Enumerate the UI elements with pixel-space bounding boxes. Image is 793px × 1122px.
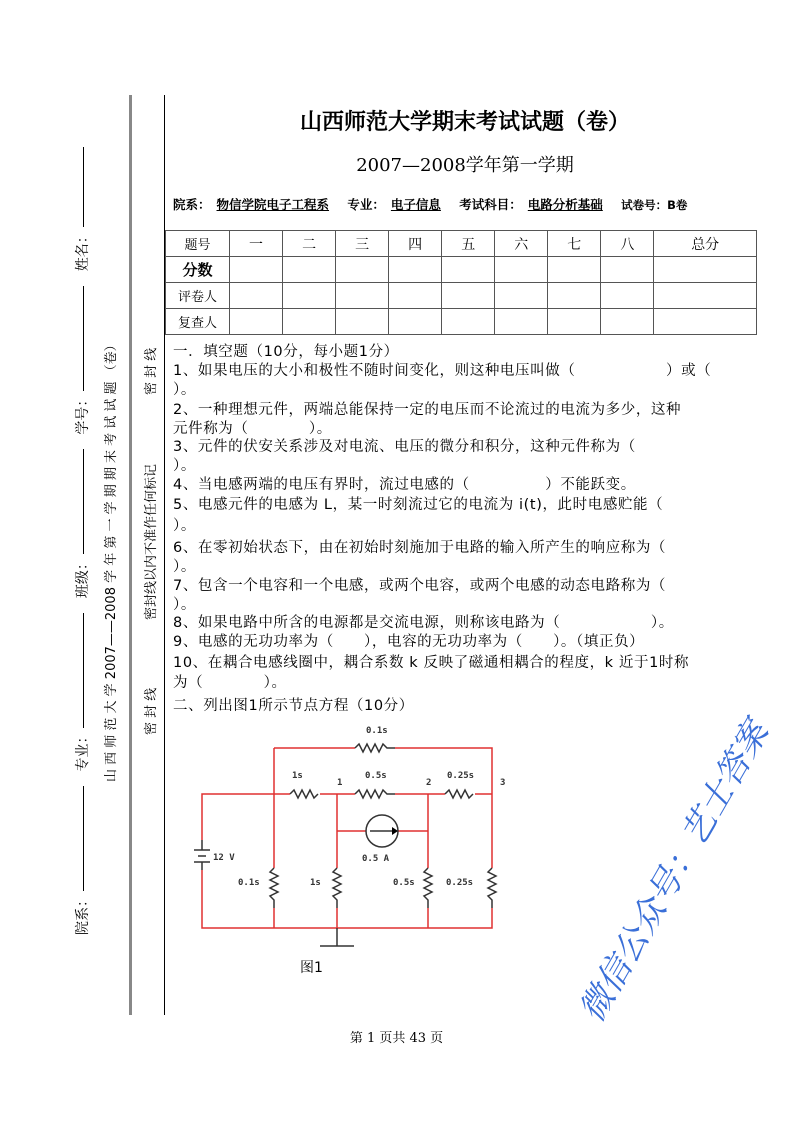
section2-title: 二、列出图1所示节点方程（10分） (173, 698, 414, 714)
label-node3: 3 (500, 778, 506, 788)
resistor-v1 (270, 868, 278, 908)
table-header: 一 (230, 231, 283, 257)
field-id: 学号： (75, 392, 91, 435)
table-header: 二 (283, 231, 336, 257)
resistor-v3 (424, 868, 432, 908)
major-value: 电子信息 (390, 197, 441, 212)
label-node2: 2 (426, 778, 432, 788)
dept-value: 物信学院电子工程系 (216, 197, 330, 212)
question-line: 3、元件的伏安关系涉及对电流、电压的微分和积分，这种元件称为（ (173, 439, 636, 455)
question-line: 8、如果电路中所含的电源都是交流电源，则称该电路为（ ）。 (173, 615, 674, 631)
page-subtitle: 2007—2008学年第一学期 (356, 155, 574, 176)
row-label: 评卷人 (166, 283, 230, 309)
label-r-025: 0.25s (447, 771, 475, 781)
table-header: 总分 (654, 231, 757, 257)
figure-caption: 图1 (300, 960, 323, 976)
table-header: 七 (548, 231, 601, 257)
question-line: 5、电感元件的电感为 L，某一时刻流过它的电流为 i(t)，此时电感贮能（ (173, 497, 664, 513)
table-header: 六 (495, 231, 548, 257)
label-r-top: 0.1s (366, 726, 388, 736)
field-major: 专业： (75, 729, 91, 772)
seal-line-bottom: 密 封 线 (144, 687, 159, 735)
label-node1: 1 (337, 778, 343, 788)
resistor-v4 (488, 868, 496, 908)
field-class: 班级： (75, 556, 91, 599)
label-rv4: 0.25s (446, 878, 474, 888)
page-title: 山西师范大学期末考试试题（卷） (299, 109, 630, 135)
resistor-1s (290, 790, 318, 798)
field-name: 姓名： (75, 229, 91, 272)
battery-icon (194, 840, 210, 870)
resistor-v2 (333, 868, 341, 908)
question-line: 10、在耦合电感线圈中，耦合系数 k 反映了磁通相耦合的程度，k 近于1时称 (173, 655, 690, 671)
dept-label: 院系： (173, 197, 211, 212)
table-header: 八 (601, 231, 654, 257)
seal-line-top: 密 封 线 (144, 347, 159, 395)
label-rv3: 0.5s (393, 878, 415, 888)
question-line: 7、包含一个电容和一个电感，或两个电容，或两个电感的动态电路称为（ (173, 578, 667, 594)
question-line: 1、如果电压的大小和极性不随时间变化，则这种电压叫做（ ）或（ (173, 363, 712, 379)
paper-label: 试卷号：B卷 (621, 198, 688, 212)
question-line: 元件称为（ ）。 (173, 421, 332, 437)
subject-label: 考试科目： (459, 197, 522, 212)
seal-line-middle: 密封线以内不准作任何标记 (144, 463, 159, 620)
section1-title: 一．填空题（10分，每小题1分） (173, 344, 399, 360)
question-line: ）。 (173, 458, 196, 474)
question-line: ）。 (173, 382, 196, 398)
label-r-05: 0.5s (365, 771, 387, 781)
resistor-top (355, 744, 395, 752)
label-r-1s: 1s (292, 771, 303, 781)
question-line: ）。 (173, 559, 196, 575)
exam-title-vertical: 山 西 师 范 大 学 2007——2008 学 年 第 一 学 期 期 末 考 试 试 题 （卷） (104, 338, 119, 782)
table-header: 三 (336, 231, 389, 257)
question-line: 4、当电感两端的电压有界时，流过电感的（ ）不能跃变。 (173, 477, 636, 493)
table-header: 题号 (166, 231, 230, 257)
question-line: ）。 (173, 597, 196, 613)
table-header: 五 (442, 231, 495, 257)
page-footer: 第 1 页共 43 页 (349, 1031, 444, 1046)
question-line: 6、在零初始状态下，由在初始时刻施加于电路的输入所产生的响应称为（ (173, 540, 667, 556)
label-rv2: 1s (310, 878, 321, 888)
question-line: 2、一种理想元件，两端总能保持一定的电压而不论流过的电流为多少，这种 (173, 402, 682, 418)
question-line: ）。 (173, 518, 196, 534)
row-label: 分数 (166, 257, 230, 283)
label-12v: 12 V (213, 853, 235, 863)
table-header: 四 (389, 231, 442, 257)
question-line: 9、电感的无功功率为（ ），电容的无功功率为（ ）。（填正负） (173, 634, 645, 650)
subject-value: 电路分析基础 (527, 197, 603, 212)
resistor-05 (355, 790, 395, 798)
question-line: 为（ ）。 (173, 675, 287, 691)
ground-icon (320, 928, 354, 946)
major-label: 专业： (347, 197, 385, 212)
label-rv1: 0.1s (238, 878, 260, 888)
watermark: 微信公众号：艺士答案 (571, 714, 777, 1029)
label-05a: 0.5 A (362, 854, 390, 864)
field-dept: 院系： (75, 893, 91, 935)
row-label: 复查人 (166, 309, 230, 335)
resistor-025 (445, 790, 473, 798)
